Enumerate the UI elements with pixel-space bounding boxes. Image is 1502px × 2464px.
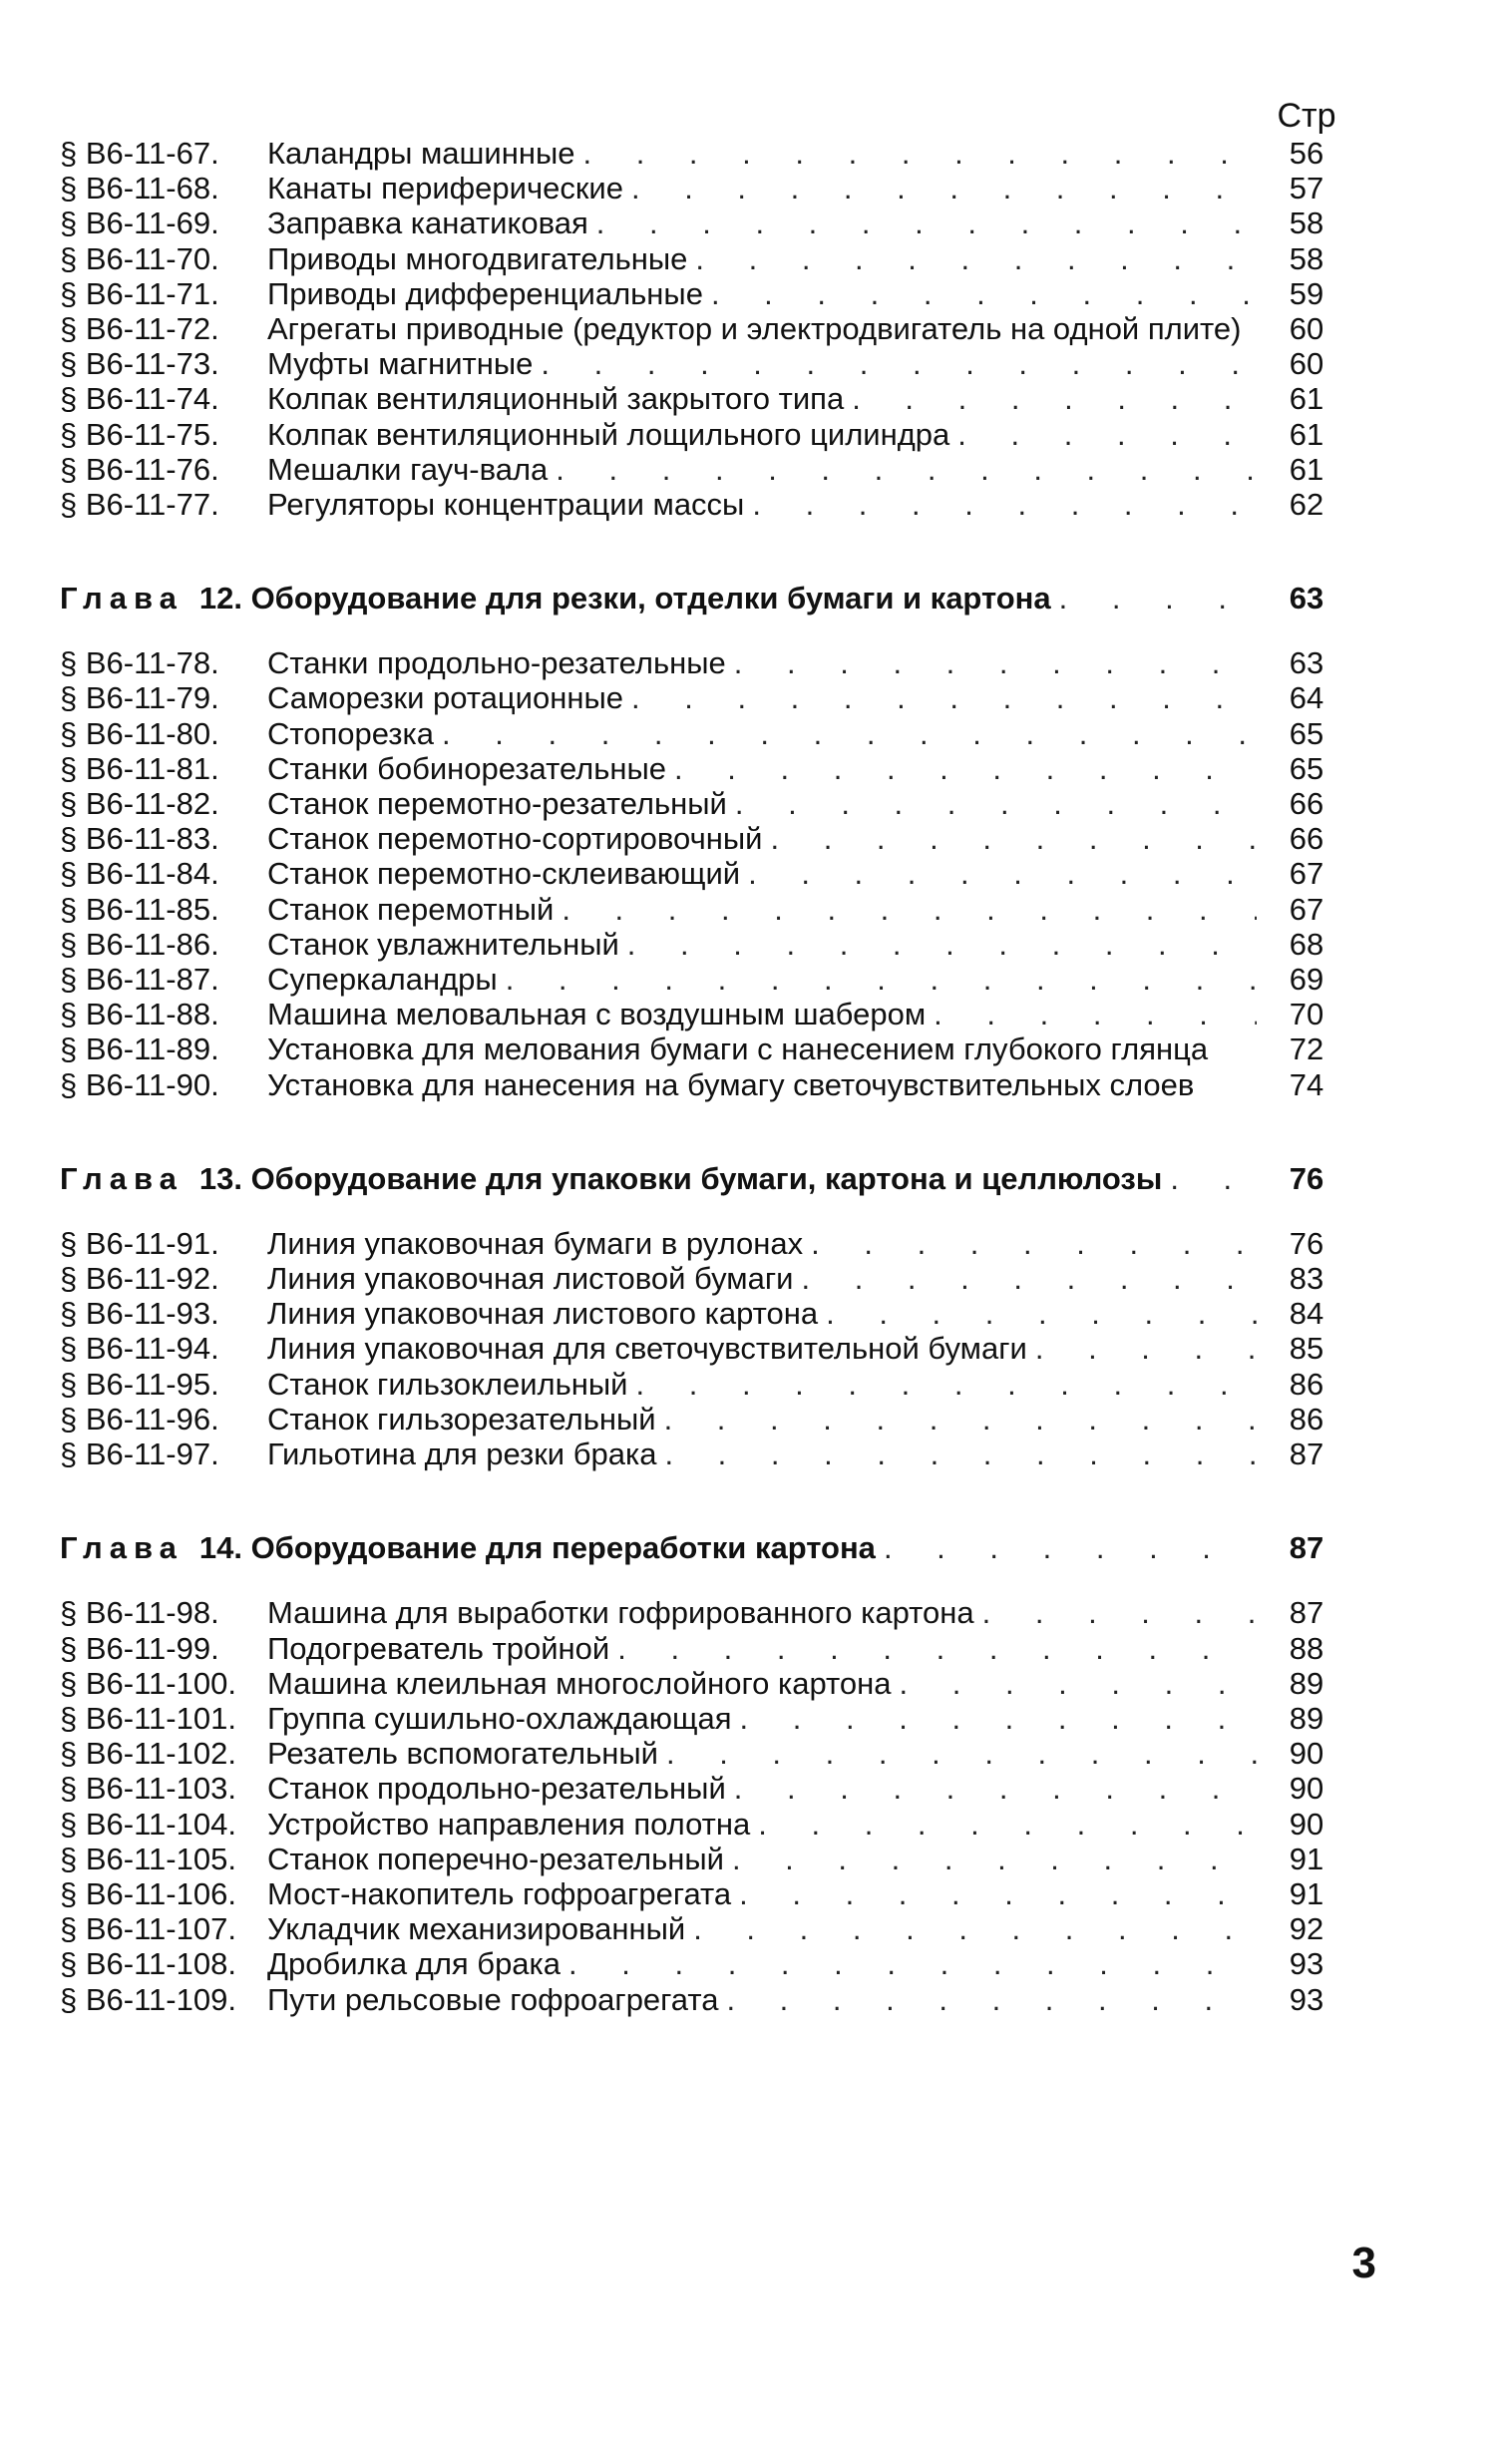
toc-entry [60, 1067, 1356, 1102]
entry-title-wrap [267, 962, 1257, 997]
entry-title: Устройство направления полотна [267, 1806, 751, 1842]
entry-title: Приводы многодвигательные [267, 240, 688, 276]
entry-list [60, 1595, 1356, 2016]
dot-leader [934, 997, 1257, 1031]
dot-leader [957, 417, 1257, 452]
toc-entry [60, 1402, 1356, 1437]
entry-page-number: 58 [1289, 205, 1324, 241]
toc-entry [60, 856, 1356, 891]
dot-leader [631, 171, 1257, 205]
entry-code: § В6-11-70. [60, 240, 219, 276]
entry-title-wrap [267, 1807, 1257, 1842]
entry-title: Гильотина для резки брака [267, 1437, 657, 1472]
entry-page-number: 74 [1289, 1066, 1324, 1102]
entry-title: Линия упаковочная бумаги в рулонах [267, 1225, 804, 1261]
dot-leader [541, 346, 1257, 381]
toc-header [60, 96, 1356, 136]
entry-title-wrap [267, 136, 1257, 171]
dot-leader [758, 1807, 1257, 1842]
dot-leader [734, 1771, 1257, 1806]
toc-entry [60, 417, 1356, 452]
entry-title: Стопорезка [267, 715, 435, 751]
chapter-heading [60, 1156, 1356, 1202]
entry-page-number: 67 [1289, 856, 1324, 892]
entry-code: § В6-11-108. [60, 1946, 236, 1982]
entry-title: Агрегаты приводные (редуктор и электродвигатель на одной плите) [267, 311, 1242, 347]
entry-page-number: 64 [1289, 680, 1324, 716]
entry-code: § В6-11-76. [60, 451, 219, 487]
entry-page-number: 70 [1289, 997, 1324, 1032]
dot-leader [732, 1842, 1257, 1876]
entry-title-wrap [267, 1876, 1257, 1911]
entry-title-wrap [267, 346, 1257, 381]
toc-entry [60, 1631, 1356, 1666]
entry-page-number: 86 [1289, 1366, 1324, 1402]
dot-leader [734, 645, 1257, 680]
dot-leader [884, 1525, 1257, 1571]
toc-entry [60, 716, 1356, 751]
dot-leader [739, 1876, 1257, 1911]
entry-page-number: 93 [1289, 1981, 1324, 2017]
entry-code: § В6-11-69. [60, 205, 219, 241]
toc-entry [60, 1982, 1356, 2017]
entry-title: Колпак вентиляционный закрытого типа [267, 381, 845, 417]
entry-title-wrap [267, 1771, 1257, 1806]
entry-code: § В6-11-87. [60, 962, 219, 998]
dot-leader [1170, 1156, 1257, 1202]
chapter-title: 14. Оборудование для переработки картона [198, 1530, 876, 1566]
entry-code: § В6-11-68. [60, 171, 219, 206]
dot-leader [811, 1226, 1257, 1261]
entry-page-number: 61 [1289, 451, 1324, 487]
entry-title-wrap [267, 716, 1257, 751]
entry-title: Станок перемотно-резательный [267, 786, 727, 822]
entry-page-number: 90 [1289, 1736, 1324, 1772]
chapter-title: 13. Оборудование для упаковки бумаги, картона и целлюлозы [198, 1160, 1163, 1196]
entry-page-number: 62 [1289, 487, 1324, 523]
chapter-heading [60, 576, 1356, 621]
entry-page-number: 91 [1289, 1841, 1324, 1876]
entry-title: Станок гильзорезательный [267, 1401, 656, 1437]
entry-title-wrap [267, 1701, 1257, 1736]
entry-page-number: 63 [1289, 645, 1324, 681]
entry-title: Мешалки гауч-вала [267, 451, 549, 487]
toc-section [60, 136, 1356, 522]
entry-title: Приводы дифференциальные [267, 275, 703, 311]
dot-leader [506, 962, 1257, 997]
toc-entry [60, 1226, 1356, 1261]
entry-title-wrap [267, 1982, 1257, 2017]
toc-entry [60, 1701, 1356, 1736]
entry-page-number: 57 [1289, 171, 1324, 206]
entry-title-wrap [267, 645, 1257, 680]
entry-code: § В6-11-74. [60, 381, 219, 417]
entry-title-wrap [267, 1031, 1257, 1066]
toc-entry [60, 1261, 1356, 1296]
entry-title-wrap [267, 927, 1257, 962]
entry-title-wrap [267, 1296, 1257, 1331]
entry-title: Станки бобинорезательные [267, 750, 667, 786]
dot-leader [1035, 1331, 1257, 1366]
entry-code: § В6-11-96. [60, 1401, 219, 1437]
entry-code: § В6-11-80. [60, 715, 219, 751]
toc-entry [60, 1771, 1356, 1806]
entry-title: Машина для выработки гофрированного картона [267, 1595, 974, 1631]
entry-code: § В6-11-101. [60, 1700, 236, 1736]
entry-list [60, 1226, 1356, 1471]
dot-leader [695, 241, 1257, 276]
entry-page-number: 90 [1289, 1771, 1324, 1807]
toc-entry [60, 1946, 1356, 1981]
dot-leader [562, 892, 1257, 927]
toc-entry [60, 1437, 1356, 1471]
entry-title: Станок поперечно-резательный [267, 1841, 724, 1876]
dot-leader [982, 1595, 1257, 1630]
entry-title-wrap [267, 1226, 1257, 1261]
entry-title-wrap [267, 417, 1257, 452]
toc-entry [60, 1296, 1356, 1331]
toc-entry [60, 786, 1356, 821]
entry-page-number: 69 [1289, 962, 1324, 998]
entry-title: Линия упаковочная листового картона [267, 1296, 819, 1332]
toc-entry [60, 487, 1356, 522]
entry-code: § В6-11-88. [60, 997, 219, 1032]
entry-title-wrap [267, 1631, 1257, 1666]
entry-page-number: 58 [1289, 240, 1324, 276]
dot-leader [752, 487, 1257, 522]
entry-page-number: 90 [1289, 1806, 1324, 1842]
entry-title: Линия упаковочная для светочувствительной бумаги [267, 1331, 1027, 1367]
toc-entry [60, 821, 1356, 856]
entry-title-wrap [267, 997, 1257, 1031]
toc-entry [60, 136, 1356, 171]
entry-page-number: 89 [1289, 1700, 1324, 1736]
entry-title: Станок перемотно-сортировочный [267, 821, 763, 857]
entry-title-wrap [267, 1946, 1257, 1981]
entry-title: Станок продольно-резательный [267, 1771, 726, 1807]
entry-title-wrap [267, 786, 1257, 821]
entry-page-number: 84 [1289, 1296, 1324, 1332]
entry-code: § В6-11-86. [60, 926, 219, 962]
entry-title: Станок перемотный [267, 891, 555, 927]
chapter-heading [60, 1525, 1356, 1571]
toc-entry [60, 1876, 1356, 1911]
entry-title-wrap [267, 1402, 1257, 1437]
entry-list [60, 136, 1356, 522]
entry-title: Установка для мелования бумаги с нанесением глубокого глянца [267, 1031, 1209, 1067]
entry-page-number: 93 [1289, 1946, 1324, 1982]
toc-entry [60, 751, 1356, 786]
dot-leader [666, 1736, 1257, 1771]
entry-title: Каландры машинные [267, 136, 575, 171]
entry-page-number: 83 [1289, 1261, 1324, 1297]
toc-entry [60, 680, 1356, 715]
entry-page-number: 87 [1289, 1437, 1324, 1472]
entry-code: § В6-11-83. [60, 821, 219, 857]
entry-title: Пути рельсовые гофроагрегата [267, 1981, 719, 2017]
dot-leader [442, 716, 1257, 751]
toc-entry [60, 346, 1356, 381]
dot-leader [826, 1296, 1257, 1331]
entry-code: § В6-11-109. [60, 1981, 236, 2017]
entry-title: Резатель вспомогательный [267, 1736, 658, 1772]
dot-leader [674, 751, 1257, 786]
dot-leader [770, 821, 1257, 856]
entry-page-number: 89 [1289, 1665, 1324, 1701]
toc-entry [60, 311, 1356, 346]
entry-page-number: 61 [1289, 381, 1324, 417]
dot-leader [1059, 576, 1257, 621]
entry-title: Заправка канатиковая [267, 205, 588, 241]
entry-code: § В6-11-91. [60, 1225, 219, 1261]
entry-code: § В6-11-79. [60, 680, 219, 716]
entry-title-wrap [267, 856, 1257, 891]
toc-entry [60, 276, 1356, 311]
entry-page-number: 91 [1289, 1875, 1324, 1911]
entry-title: Установка для нанесения на бумагу светочувствительных слоев [267, 1066, 1195, 1102]
chapter-label: Глава [60, 1530, 184, 1566]
entry-code: § В6-11-85. [60, 891, 219, 927]
entry-code: § В6-11-75. [60, 416, 219, 452]
entry-title: Станки продольно-резательные [267, 645, 726, 681]
entry-code: § В6-11-103. [60, 1771, 236, 1807]
entry-title: Станок увлажнительный [267, 926, 619, 962]
entry-title-wrap [267, 1911, 1257, 1946]
entry-title: Линия упаковочная листовой бумаги [267, 1261, 794, 1297]
dot-leader [627, 927, 1257, 962]
toc-section [60, 1525, 1356, 2016]
toc-entry [60, 962, 1356, 997]
entry-title-wrap [267, 205, 1257, 240]
dot-leader [740, 1701, 1257, 1736]
chapter-page-number: 76 [1289, 1160, 1324, 1196]
entry-code: § В6-11-94. [60, 1331, 219, 1367]
toc-entry [60, 1911, 1356, 1946]
entry-title-wrap [267, 751, 1257, 786]
entry-title: Укладчик механизированный [267, 1911, 686, 1947]
toc-entry [60, 645, 1356, 680]
entry-code: § В6-11-99. [60, 1630, 219, 1666]
entry-code: § В6-11-73. [60, 346, 219, 382]
toc-entry [60, 1367, 1356, 1402]
entry-code: § В6-11-78. [60, 645, 219, 681]
toc-entry [60, 927, 1356, 962]
entry-page-number: 61 [1289, 416, 1324, 452]
entry-title: Машина клеильная многослойного картона [267, 1665, 892, 1701]
entry-page-number: 60 [1289, 311, 1324, 347]
dot-leader [726, 1982, 1257, 2017]
entry-title-wrap [267, 680, 1257, 715]
dot-leader [582, 136, 1257, 171]
entry-title-wrap [267, 311, 1257, 346]
entry-title: Группа сушильно-охлаждающая [267, 1700, 732, 1736]
entry-title-wrap [267, 1367, 1257, 1402]
entry-title-wrap [267, 892, 1257, 927]
entry-page-number: 87 [1289, 1595, 1324, 1631]
entry-page-number: 76 [1289, 1225, 1324, 1261]
entry-title-wrap [267, 1331, 1257, 1366]
toc-body [60, 136, 1356, 2017]
entry-code: § В6-11-102. [60, 1736, 236, 1772]
chapter-label: Глава [60, 1160, 184, 1196]
entry-code: § В6-11-97. [60, 1437, 219, 1472]
toc-entry [60, 1666, 1356, 1701]
dot-leader [711, 276, 1257, 311]
entry-code: § В6-11-107. [60, 1911, 236, 1947]
entry-page-number: 72 [1289, 1031, 1324, 1067]
dot-leader [735, 786, 1257, 821]
entry-title: Мост-накопитель гофроагрегата [267, 1875, 732, 1911]
entry-code: § В6-11-71. [60, 275, 219, 311]
toc-entry [60, 1736, 1356, 1771]
toc-section [60, 576, 1356, 1102]
entry-title: Саморезки ротационные [267, 680, 623, 716]
entry-page-number: 56 [1289, 136, 1324, 171]
dot-leader [748, 856, 1257, 891]
entry-code: § В6-11-81. [60, 750, 219, 786]
entry-code: § В6-11-93. [60, 1296, 219, 1332]
dot-leader [568, 1946, 1257, 1981]
entry-page-number: 65 [1289, 715, 1324, 751]
entry-page-number: 66 [1289, 821, 1324, 857]
entry-page-number: 60 [1289, 346, 1324, 382]
entry-title-wrap [267, 381, 1257, 416]
entry-page-number: 65 [1289, 750, 1324, 786]
dot-leader [617, 1631, 1257, 1666]
toc-entry [60, 205, 1356, 240]
entry-page-number: 67 [1289, 891, 1324, 927]
table-of-contents [60, 96, 1356, 2071]
page-column-label: Стр [1277, 97, 1336, 135]
entry-code: § В6-11-90. [60, 1066, 219, 1102]
entry-title: Суперкаландры [267, 962, 498, 998]
entry-title: Муфты магнитные [267, 346, 534, 382]
toc-entry [60, 452, 1356, 487]
toc-entry [60, 1807, 1356, 1842]
entry-page-number: 85 [1289, 1331, 1324, 1367]
entry-title-wrap [267, 1736, 1257, 1771]
toc-entry [60, 1331, 1356, 1366]
page-number: 3 [1351, 2239, 1376, 2287]
dot-leader [636, 1367, 1258, 1402]
entry-title-wrap [267, 1261, 1257, 1296]
entry-title: Регуляторы концентрации массы [267, 487, 745, 523]
entry-code: § В6-11-89. [60, 1031, 219, 1067]
entry-code: § В6-11-106. [60, 1875, 236, 1911]
entry-page-number: 59 [1289, 275, 1324, 311]
entry-code: § В6-11-104. [60, 1806, 236, 1842]
toc-entry [60, 1595, 1356, 1630]
entry-title-wrap [267, 452, 1257, 487]
toc-entry [60, 892, 1356, 927]
entry-code: § В6-11-84. [60, 856, 219, 892]
toc-section [60, 1156, 1356, 1471]
entry-page-number: 92 [1289, 1911, 1324, 1947]
entry-title-wrap [267, 821, 1257, 856]
toc-entry [60, 1031, 1356, 1066]
entry-page-number: 86 [1289, 1401, 1324, 1437]
entry-title: Дробилка для брака [267, 1946, 562, 1982]
toc-entry [60, 171, 1356, 205]
entry-title: Станок перемотно-склеивающий [267, 856, 741, 892]
entry-title-wrap [267, 487, 1257, 522]
dot-leader [631, 680, 1257, 715]
entry-code: § В6-11-100. [60, 1665, 236, 1701]
entry-title-wrap [267, 1666, 1257, 1701]
entry-title: Подогреватель тройной [267, 1630, 610, 1666]
entry-code: § В6-11-82. [60, 786, 219, 822]
toc-entry [60, 381, 1356, 416]
toc-entry [60, 241, 1356, 276]
entry-title-wrap [267, 1437, 1257, 1471]
entry-code: § В6-11-92. [60, 1261, 219, 1297]
entry-page-number: 88 [1289, 1630, 1324, 1666]
entry-list [60, 645, 1356, 1102]
entry-title: Машина меловальная с воздушным шабером [267, 997, 927, 1032]
entry-title-wrap [267, 1595, 1257, 1630]
entry-title: Канаты периферические [267, 171, 623, 206]
dot-leader [900, 1666, 1258, 1701]
dot-leader [556, 452, 1257, 487]
entry-title-wrap [267, 1067, 1257, 1102]
dot-leader [852, 381, 1257, 416]
entry-title: Станок гильзоклеильный [267, 1366, 628, 1402]
entry-page-number: 66 [1289, 786, 1324, 822]
entry-title: Колпак вентиляционный лощильного цилиндра [267, 416, 950, 452]
dot-leader [664, 1437, 1257, 1471]
entry-title-wrap [267, 276, 1257, 311]
entry-code: § В6-11-77. [60, 487, 219, 523]
dot-leader [693, 1911, 1257, 1946]
chapter-page-number: 63 [1289, 581, 1324, 616]
entry-code: § В6-11-72. [60, 311, 219, 347]
toc-entry [60, 1842, 1356, 1876]
entry-title-wrap [267, 171, 1257, 205]
chapter-label: Глава [60, 581, 184, 616]
entry-title-wrap [267, 241, 1257, 276]
dot-leader [664, 1402, 1257, 1437]
entry-code: § В6-11-95. [60, 1366, 219, 1402]
chapter-title: 12. Оборудование для резки, отделки бумаги и картона [198, 581, 1051, 616]
entry-title-wrap [267, 1842, 1257, 1876]
toc-entry [60, 997, 1356, 1031]
entry-code: § В6-11-98. [60, 1595, 219, 1631]
dot-leader [801, 1261, 1257, 1296]
entry-code: § В6-11-105. [60, 1841, 236, 1876]
entry-code: § В6-11-67. [60, 136, 219, 171]
entry-page-number: 68 [1289, 926, 1324, 962]
chapter-page-number: 87 [1289, 1530, 1324, 1566]
dot-leader [596, 205, 1257, 240]
